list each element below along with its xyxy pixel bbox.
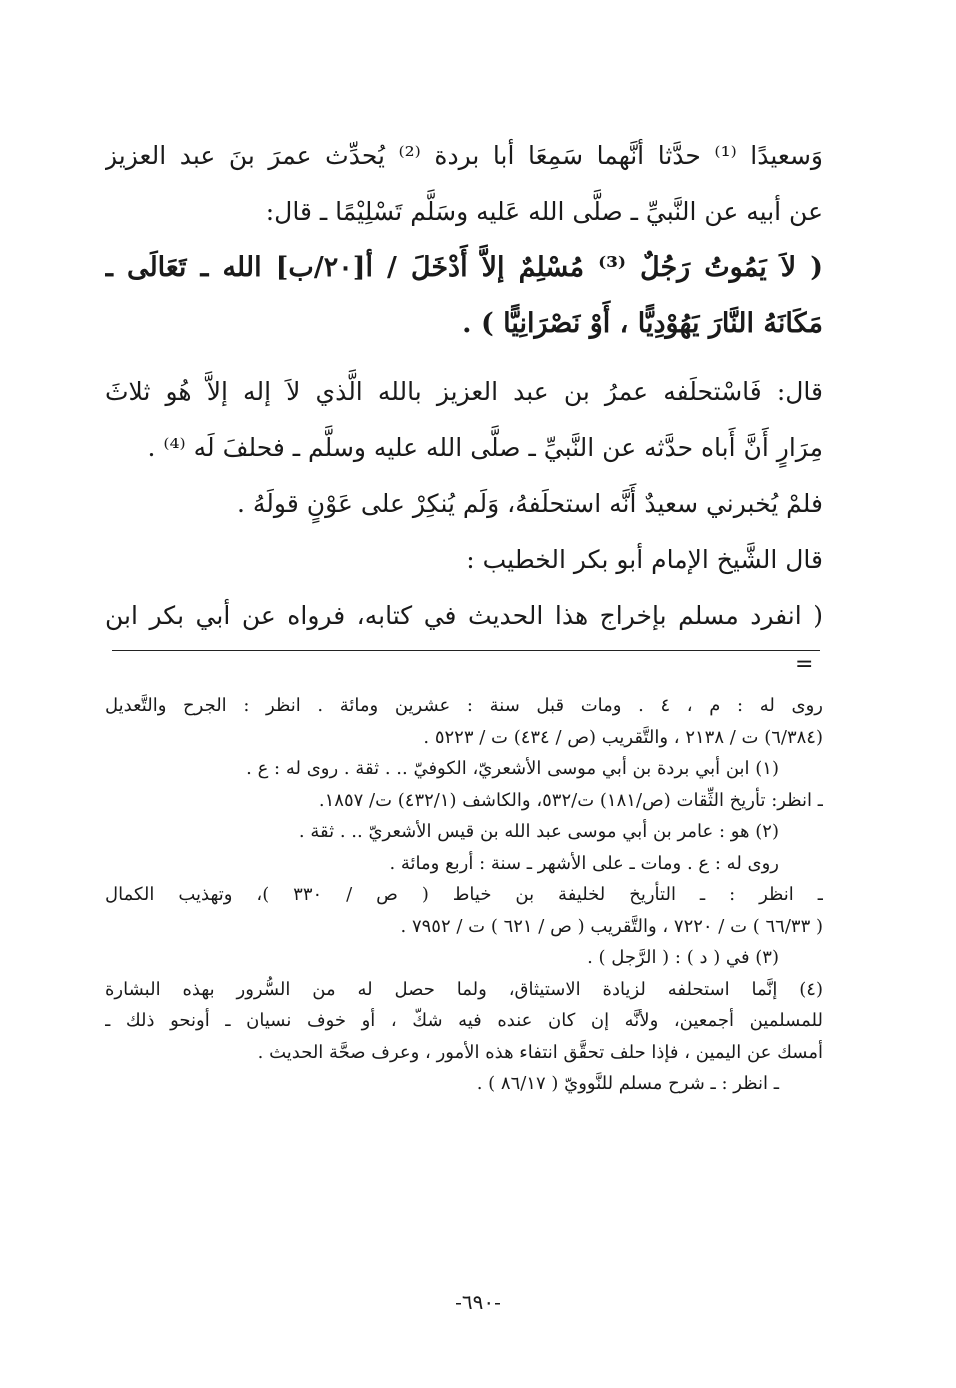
footnote-line: (٣) في ( د ) : ( الرَّجل ) .: [587, 947, 779, 968]
page-number: -٦٩٠-: [455, 1290, 501, 1314]
footnote-line: ( ٦٦/٣٣ ) ت / ٧٢٢٠ ، والتَّقريب ( ص / ٦٢١ ) ت / ٧٩٥٢ .: [400, 915, 823, 937]
footnote-line: روى له : م ، ٤ . ومات قبل سنة : عشرين ومائة . انظر : الجرح والتَّعديل: [105, 695, 823, 716]
hadith-line: مَكَانَهُ النَّارَ يَهُوْدِيًّا ، أَوْ نَصْرَانِيًّا ) .: [462, 308, 823, 339]
footnote-line: للمسلمين أجمعين، ولأنَّه إن كان عنده فيه شكّ ، أو خوف نسيان ـ أونحو ذلك ـ: [105, 1010, 823, 1031]
main-line: قال: فَاسْتحلَفه عمرُ بن عبد العزيز بالله الَّذي لاَ إله إلاَّ هُو ثلاثَ: [105, 377, 823, 406]
footnote-line: ـ انظر : ـ شرح مسلم للنَّوويّ ( ٨٦/١٧ ) .: [476, 1073, 779, 1094]
footnote-separator: [112, 650, 820, 651]
main-line: مِرَارٍ أَنَّ أَباه حدَّثه عن النَّبيِّ ـ صلَّى الله عليه وسلَّم ـ فحلفَ لَه ⁽⁴⁾ .: [147, 433, 823, 462]
main-line: فلمْ يُخبرني سعيدٌ أَنَّه استحلَفهُ، وَلَم يُنكِرْ على عَوْنٍ قولَهُ .: [237, 489, 823, 518]
main-line: عن أبيه عن النَّبيِّ ـ صلَّى الله عَليه وسَلَّم تَسْلِيْمًا ـ قال:: [265, 197, 823, 226]
footnote-line: أمسك عن اليمين ، فإذا حلف تحقَّق انتفاء هذه الأمور ، وعرف صحَّة الحديث .: [257, 1041, 823, 1063]
footnote-line: (٢) هو : عامر بن أبي موسى عبد الله بن قيس الأشعريّ .. . ثقة .: [298, 821, 779, 842]
footnote-line: (١) ابن أبي بردة بن أبي موسى الأشعريّ، الكوفيّ .. . ثقة . روى له : ع .: [246, 758, 779, 779]
main-text-block: [105, 128, 823, 644]
footnote-line: (٤) إنَّما استحلفه لزيادة الاستيثاق، ولما حصل له من السُّرور بهذه البشارة: [105, 978, 823, 1000]
hadith-line: ( لاَ يَمُوتُ رَجُلٌ ⁽³⁾ مُسْلِمٌ إلاَّ أَدْخَلَ / أ[٢٠/ب] الله ـ تَعَالَى ـ: [105, 252, 823, 283]
footnote-line: ـ انظر : ـ التأريخ لخليفة بن خياط ( ص / ٣٣٠ )، وتهذيب الكمال: [105, 884, 823, 905]
footnote-line: ـ انظر: تأريخ الثِّقات (ص/١٨١) ت/٥٣٢، والكاشف (٤٣٢/١) ت/ ١٨٥٧.: [318, 789, 823, 811]
main-line: قال الشَّيخ الإمام أبو بكر الخطيب :: [466, 545, 823, 574]
main-line: ( انفرد مسلم بإخراج هذا الحديث في كتابه، فرواه عن أبي بكر ابن: [105, 601, 823, 630]
footnote-line: روى له : ع . ومات ـ على الأشهر ـ سنة : أربع ومائة .: [389, 852, 779, 874]
footnote-line: (٦/٣٨٤) ت / ٢١٣٨ ، والتَّقريب (ص / ٤٣٤) ت / ٥٢٢٣ .: [423, 726, 823, 748]
continuation-mark: =: [795, 652, 814, 677]
main-line: وَسعيدًا ⁽¹⁾ حدَّثا أنَّهما سَمِعَا أبا بردة ⁽²⁾ يُحدِّث عمرَ بنَ عبد العزيز: [105, 141, 823, 170]
footnotes-block: [105, 690, 823, 1100]
